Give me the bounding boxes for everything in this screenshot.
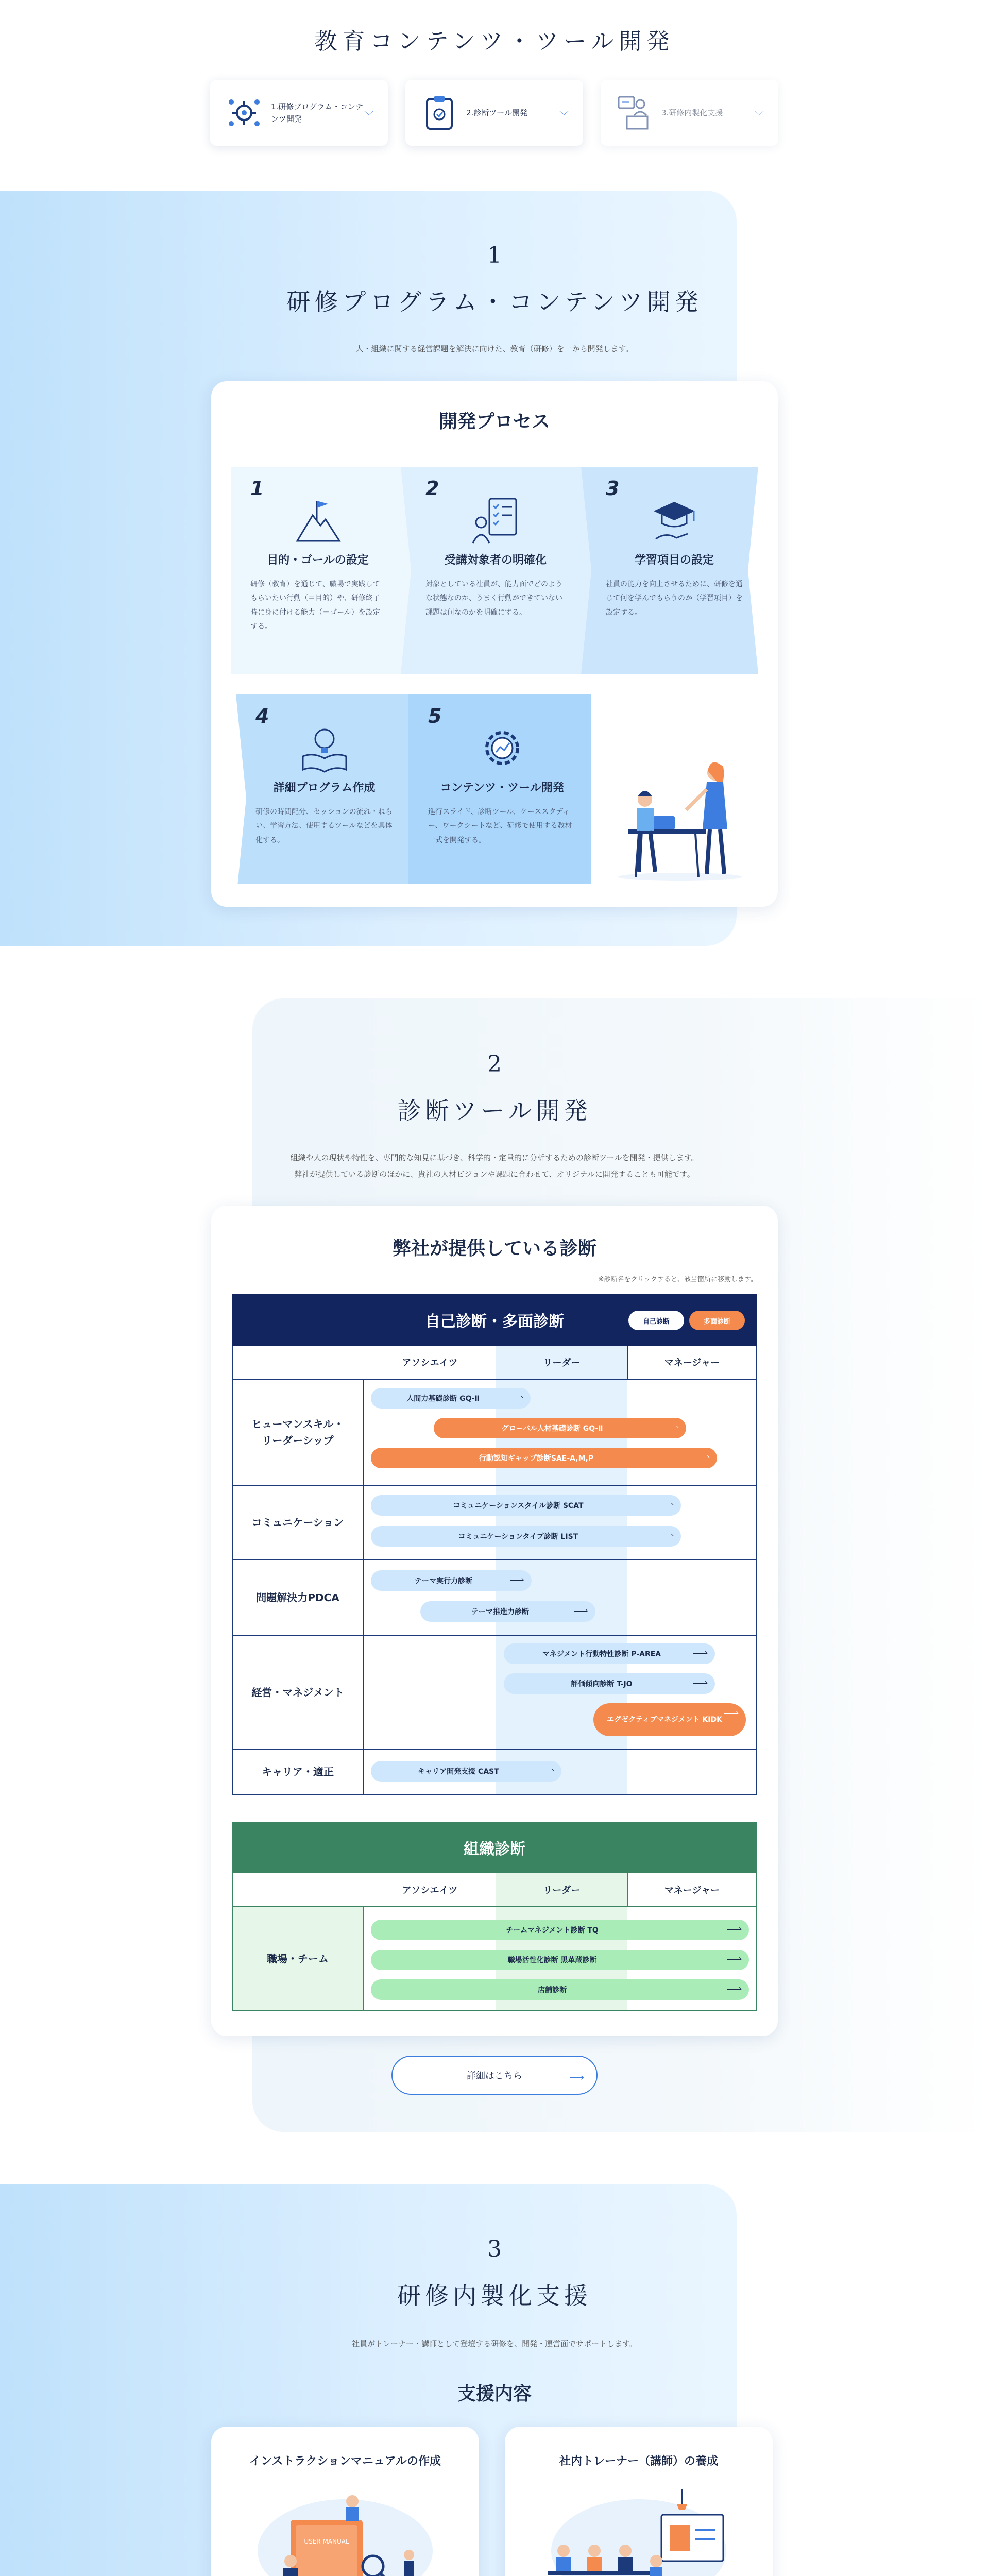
tab-label: 2.診断ツール開発 xyxy=(466,108,528,117)
step-number: 3 xyxy=(606,477,620,500)
section2-desc-2: 弊社が提供している診断のほかに、貴社の人材ビジョンや課題に合わせて、オリジナルに開発することも可能です。 xyxy=(294,1170,695,1179)
process-card xyxy=(211,381,778,907)
row-management xyxy=(233,1636,756,1750)
row-label: キャリア・適正 xyxy=(233,1750,364,1794)
step-desc: 研修の時間配分、セッションの流れ・ねらい、学習方法、使用するツールなどを具体化する。 xyxy=(255,808,393,844)
col-manager: マネージャー xyxy=(627,1873,756,1906)
org-table-column-headers xyxy=(233,1873,756,1907)
section1-number: 1 xyxy=(487,242,502,268)
row-label: コミュニケーション xyxy=(233,1486,364,1559)
diag-scat[interactable]: コミュニケーションスタイル診断 SCAT xyxy=(371,1495,681,1516)
self-table-column-headers xyxy=(233,1346,756,1380)
col-associates: アソシエイツ xyxy=(364,1346,496,1379)
org-table-title: 組織診断 xyxy=(464,1840,525,1858)
clipboard-check-icon xyxy=(419,92,460,133)
diag-theme-promotion[interactable]: テーマ推進力診断 xyxy=(420,1601,595,1622)
step-title: 詳細プログラム作成 xyxy=(273,782,376,794)
chevron-down-icon: ﹀ xyxy=(559,111,569,122)
process-step-4 xyxy=(236,694,408,902)
manual-cover-text: USER MANUAL xyxy=(304,2538,349,2545)
checklist-person-icon xyxy=(425,495,566,546)
gear-network-icon xyxy=(224,92,265,133)
tab-diagnostic-tools[interactable] xyxy=(405,80,583,146)
section-tabs xyxy=(210,80,779,146)
self-table-grid xyxy=(232,1346,757,1795)
chevron-down-icon: ﹀ xyxy=(364,111,373,122)
section2-desc-1: 組織や人の現状や特性を、専門的な知見に基づき、科学的・定量的に分析するための診断ツールを開発・提供します。 xyxy=(290,1153,699,1162)
chevron-down-icon: ﹀ xyxy=(755,111,764,122)
lightbulb-book-icon xyxy=(255,722,393,774)
page-title: 教育コンテンツ・ツール開発 xyxy=(314,28,675,55)
badge-multi: 多面診断 xyxy=(689,1311,745,1330)
col-leader: リーダー xyxy=(496,1346,627,1379)
row-label: ヒューマンスキル・ リーダーシップ xyxy=(233,1380,364,1485)
self-table-header xyxy=(232,1294,757,1346)
section1-title: 研修プログラム・コンテンツ開発 xyxy=(286,288,703,316)
step-desc: 進行スライド、診断ツール、ケーススタディー、ワークシートなど、研修で使用する教材一式を開発する。 xyxy=(428,808,572,844)
step-number: 4 xyxy=(255,705,269,727)
section1-desc: 人・組織に関する経営課題を解決に向けた、教育（研修）を一から開発します。 xyxy=(355,344,634,353)
row-label: 問題解決力PDCA xyxy=(233,1560,364,1635)
step-title: コンテンツ・ツール開発 xyxy=(440,782,564,794)
process-card-title: 開発プロセス xyxy=(438,411,550,432)
support-card-title: インストラクションマニュアルの作成 xyxy=(249,2455,441,2468)
row-communication xyxy=(233,1486,756,1560)
diag-workplace-activation[interactable]: 職場活性化診断 黒革蔵診断 xyxy=(371,1950,749,1970)
training-illustration xyxy=(527,2484,750,2576)
badge-self: 自己診断 xyxy=(628,1311,684,1330)
org-table-header xyxy=(232,1822,757,1873)
col-leader: リーダー xyxy=(496,1873,627,1906)
process-step-2 xyxy=(406,467,581,674)
support-subtitle: 支援内容 xyxy=(457,2383,532,2404)
tab-inhouse-support[interactable] xyxy=(601,80,778,146)
diagnosis-note: ※診断名をクリックすると、該当箇所に移動します。 xyxy=(598,1276,757,1283)
section3-desc: 社員がトレーナー・講師として登壇する研修を、開発・運営面でサポートします。 xyxy=(352,2339,637,2348)
section2-title: 診断ツール開発 xyxy=(397,1097,592,1125)
process-step-1 xyxy=(231,467,401,674)
step-desc: 研修（教育）を通じて、職場で実践してもらいたい行動（＝目的）や、研修終了時に身に付ける能力（＝ゴール）を設定する。 xyxy=(250,580,380,631)
diag-sae[interactable]: 行動認知ギャップ診断SAE-A,M,P xyxy=(371,1448,717,1468)
diag-list[interactable]: コミュニケーションタイプ診断 LIST xyxy=(371,1526,681,1547)
diag-theme-execution[interactable]: テーマ実行力診断 xyxy=(371,1570,532,1591)
gear-chart-icon xyxy=(428,722,576,774)
step-number: 5 xyxy=(428,705,442,727)
diag-p-area[interactable]: マネジメント行動特性診断 P-AREA xyxy=(504,1643,715,1664)
trainer-podium-icon xyxy=(614,92,655,133)
detail-button-label: 詳細はこちら xyxy=(467,2071,522,2081)
process-step-3 xyxy=(586,467,758,674)
step-number: 2 xyxy=(425,477,439,500)
people-desk-illustration xyxy=(613,742,747,886)
row-label: 経営・マネジメント xyxy=(233,1636,364,1749)
row-workplace-team xyxy=(233,1907,756,2010)
graduation-cap-icon xyxy=(606,495,743,546)
diag-global-gq2[interactable]: グローバル人材基礎診断 GQ-Ⅱ xyxy=(434,1418,686,1438)
corner-cell xyxy=(233,1873,364,1906)
section2-number: 2 xyxy=(487,1051,502,1077)
detail-button[interactable] xyxy=(391,2056,598,2095)
org-diagnosis-table xyxy=(232,1822,757,2011)
row-human-skill xyxy=(233,1380,756,1486)
self-diagnosis-table xyxy=(232,1294,757,1795)
org-table-grid xyxy=(232,1873,757,2011)
step-title: 目的・ゴールの設定 xyxy=(267,554,369,567)
manual-illustration xyxy=(234,2484,456,2576)
diag-gq2[interactable]: 人間力基礎診断 GQ-Ⅱ xyxy=(371,1388,531,1409)
diag-tq[interactable]: チームマネジメント診断 TQ xyxy=(371,1920,749,1940)
support-card-trainer xyxy=(505,2427,773,2576)
diag-t-jo[interactable]: 評価傾向診断 T-JO xyxy=(504,1673,715,1694)
mountain-flag-icon xyxy=(250,495,385,546)
step-desc: 社員の能力を向上させるために、研修を通じて何を学んでもらうのか（学習項目）を設定する。 xyxy=(606,580,743,617)
row-problem-solving xyxy=(233,1560,756,1636)
tab-label: 3.研修内製化支援 xyxy=(661,108,723,117)
diagnosis-card-title: 弊社が提供している診断 xyxy=(392,1238,596,1259)
col-manager: マネージャー xyxy=(627,1346,756,1379)
self-table-title: 自己診断・多面診断 xyxy=(425,1313,564,1331)
arrow-right-icon: ⟶ xyxy=(569,2071,584,2083)
corner-cell xyxy=(233,1346,364,1379)
diag-store[interactable]: 店舗診断 xyxy=(371,1979,749,2000)
step-desc: 対象としている社員が、能力面でどのような状態なのか、うまく行動ができていない課題は何なのかを明確にする。 xyxy=(425,580,562,617)
step-title: 学習項目の設定 xyxy=(634,554,714,567)
col-associates: アソシエイツ xyxy=(364,1873,496,1906)
step-title: 受講対象者の明確化 xyxy=(444,554,547,567)
tab-program-development[interactable] xyxy=(210,80,388,146)
diag-cast[interactable]: キャリア開発支援 CAST xyxy=(371,1761,561,1782)
tab-label: 1.研修プログラム・コンテンツ開発 xyxy=(271,102,364,124)
section3-title: 研修内製化支援 xyxy=(397,2282,592,2310)
row-career xyxy=(233,1750,756,1794)
process-step-5 xyxy=(408,694,591,902)
support-card-title: 社内トレーナー（講師）の養成 xyxy=(559,2455,718,2468)
diag-kidk[interactable]: エグゼクティブマネジメント KIDK xyxy=(593,1703,746,1736)
step-number: 1 xyxy=(250,477,264,500)
support-card-manual xyxy=(211,2427,479,2576)
row-label: 職場・チーム xyxy=(233,1907,364,2010)
section3-number: 3 xyxy=(487,2236,502,2262)
